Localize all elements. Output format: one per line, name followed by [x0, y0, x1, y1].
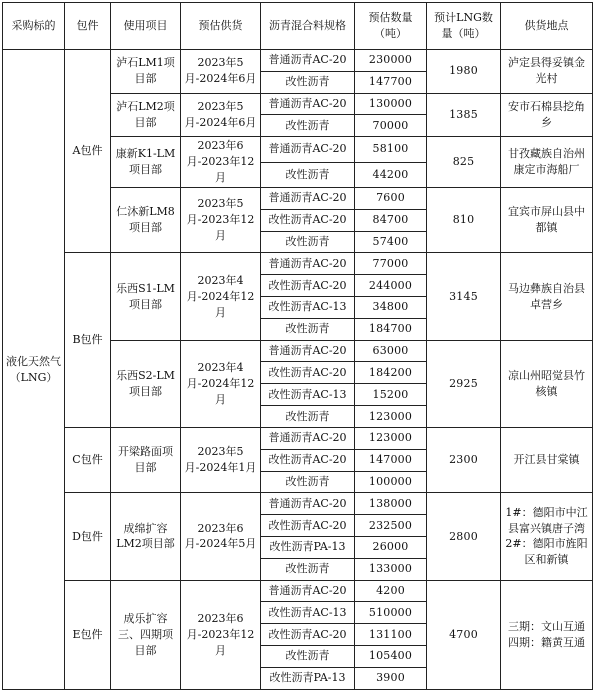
spec-cell: 改性沥青	[261, 646, 355, 668]
project-cell: 成乐扩容三、四期项目部	[111, 580, 181, 689]
spec-cell: 改性沥青	[261, 71, 355, 93]
spec-cell: 普通沥青AC-20	[261, 93, 355, 115]
spec-cell: 普通沥青AC-20	[261, 253, 355, 275]
project-cell: 乐西S2-LM项目部	[111, 340, 181, 427]
location-cell: 安市石棉县挖角乡	[501, 93, 593, 137]
lng-cell: 4700	[427, 580, 501, 689]
project-cell: 开梁路面项目部	[111, 427, 181, 492]
spec-cell: 普通沥青AC-20	[261, 493, 355, 515]
spec-cell: 改性沥青	[261, 162, 355, 187]
qty-cell: 58100	[355, 137, 427, 162]
spec-cell: 改性沥青	[261, 115, 355, 137]
spec-cell: 改性沥青AC-20	[261, 624, 355, 646]
location-cell: 马边彝族自治县卓营乡	[501, 253, 593, 340]
header-row	[3, 3, 593, 50]
lng-cell: 2300	[427, 427, 501, 492]
spec-cell: 改性沥青AC-13	[261, 384, 355, 406]
qty-cell: 44200	[355, 162, 427, 187]
qty-cell: 3900	[355, 667, 427, 689]
location-line: 四期：籍黄互通	[508, 635, 585, 649]
spec-cell: 普通沥青AC-20	[261, 137, 355, 162]
location-cell	[501, 493, 593, 580]
qty-cell: 26000	[355, 536, 427, 558]
table-row	[3, 580, 593, 602]
location-cell: 宜宾市屏山县中都镇	[501, 187, 593, 252]
qty-cell: 184700	[355, 318, 427, 340]
location-line: 三期：文山互通	[508, 619, 585, 633]
location-cell: 甘孜藏族自治州康定市海船厂	[501, 137, 593, 188]
period-cell: 2023年6月-2024年5月	[181, 493, 261, 580]
procurement-table	[2, 2, 593, 690]
location-cell: 开江县甘棠镇	[501, 427, 593, 492]
spec-cell: 改性沥青	[261, 318, 355, 340]
spec-cell: 改性沥青	[261, 471, 355, 493]
spec-cell: 普通沥青AC-20	[261, 187, 355, 209]
qty-cell: 34800	[355, 297, 427, 319]
header-cell: 预估供货	[181, 3, 261, 50]
header-cell: 预计LNG数量（吨）	[427, 3, 501, 50]
qty-cell: 244000	[355, 275, 427, 297]
table-row	[3, 50, 593, 72]
header-cell: 使用项目	[111, 3, 181, 50]
location-line: 2#：德阳市旌阳区和新镇	[505, 537, 588, 567]
item-cell: 液化天然气（LNG）	[3, 50, 65, 690]
lng-cell: 1385	[427, 93, 501, 137]
qty-cell: 70000	[355, 115, 427, 137]
qty-cell: 123000	[355, 427, 427, 449]
qty-cell: 123000	[355, 406, 427, 428]
qty-cell: 63000	[355, 340, 427, 362]
period-cell: 2023年5月-2023年12月	[181, 187, 261, 252]
header-cell: 供货地点	[501, 3, 593, 50]
project-cell: 康新K1-LM项目部	[111, 137, 181, 188]
qty-cell: 230000	[355, 50, 427, 72]
period-cell: 2023年4月-2024年12月	[181, 253, 261, 340]
qty-cell: 510000	[355, 602, 427, 624]
spec-cell: 改性沥青AC-13	[261, 297, 355, 319]
qty-cell: 138000	[355, 493, 427, 515]
spec-cell: 改性沥青AC-20	[261, 515, 355, 537]
period-cell: 2023年4月-2024年12月	[181, 340, 261, 427]
qty-cell: 4200	[355, 580, 427, 602]
qty-cell: 232500	[355, 515, 427, 537]
period-cell: 2023年5月-2024年6月	[181, 93, 261, 137]
period-cell: 2023年5月-2024年6月	[181, 50, 261, 94]
period-cell: 2023年6月-2023年12月	[181, 137, 261, 188]
qty-cell: 105400	[355, 646, 427, 668]
qty-cell: 130000	[355, 93, 427, 115]
spec-cell: 改性沥青	[261, 558, 355, 580]
table-row	[3, 253, 593, 275]
period-cell: 2023年6月-2023年12月	[181, 580, 261, 689]
header-cell: 预估数量（吨）	[355, 3, 427, 50]
qty-cell: 184200	[355, 362, 427, 384]
spec-cell: 改性沥青	[261, 406, 355, 428]
period-cell: 2023年5月-2024年1月	[181, 427, 261, 492]
package-cell: D包件	[65, 493, 111, 580]
table-row	[3, 493, 593, 515]
spec-cell: 改性沥青AC-20	[261, 449, 355, 471]
spec-cell: 普通沥青AC-20	[261, 427, 355, 449]
spec-cell: 普通沥青AC-20	[261, 340, 355, 362]
spec-cell: 改性沥青AC-20	[261, 362, 355, 384]
location-cell: 泸定县得妥镇金光村	[501, 50, 593, 94]
package-cell: E包件	[65, 580, 111, 689]
spec-cell: 改性沥青PA-13	[261, 667, 355, 689]
project-cell: 成绵扩容LM2项目部	[111, 493, 181, 580]
header-cell: 沥青混合料规格	[261, 3, 355, 50]
qty-cell: 7600	[355, 187, 427, 209]
lng-cell: 810	[427, 187, 501, 252]
qty-cell: 131100	[355, 624, 427, 646]
qty-cell: 100000	[355, 471, 427, 493]
spec-cell: 改性沥青AC-20	[261, 209, 355, 231]
project-cell: 乐西S1-LM项目部	[111, 253, 181, 340]
spec-cell: 改性沥青AC-13	[261, 602, 355, 624]
spec-cell: 改性沥青	[261, 231, 355, 253]
lng-cell: 825	[427, 137, 501, 188]
spec-cell: 改性沥青PA-13	[261, 536, 355, 558]
lng-cell: 2800	[427, 493, 501, 580]
package-cell: B包件	[65, 253, 111, 428]
qty-cell: 147700	[355, 71, 427, 93]
qty-cell: 57400	[355, 231, 427, 253]
lng-cell: 1980	[427, 50, 501, 94]
qty-cell: 15200	[355, 384, 427, 406]
spec-cell: 普通沥青AC-20	[261, 580, 355, 602]
project-cell: 仁沐新LM8项目部	[111, 187, 181, 252]
qty-cell: 77000	[355, 253, 427, 275]
lng-cell: 3145	[427, 253, 501, 340]
header-cell: 包件	[65, 3, 111, 50]
spec-cell: 改性沥青AC-20	[261, 275, 355, 297]
table-row	[3, 427, 593, 449]
location-cell	[501, 580, 593, 689]
lng-cell: 2925	[427, 340, 501, 427]
qty-cell: 147000	[355, 449, 427, 471]
project-cell: 泸石LM1项目部	[111, 50, 181, 94]
package-cell: A包件	[65, 50, 111, 253]
package-cell: C包件	[65, 427, 111, 492]
location-cell: 凉山州昭觉县竹核镇	[501, 340, 593, 427]
qty-cell: 84700	[355, 209, 427, 231]
qty-cell: 133000	[355, 558, 427, 580]
spec-cell: 普通沥青AC-20	[261, 50, 355, 72]
project-cell: 泸石LM2项目部	[111, 93, 181, 137]
header-cell: 采购标的	[3, 3, 65, 50]
location-line: 1#：德阳市中江县富兴镇唐子湾	[505, 505, 588, 535]
table-body	[3, 50, 593, 690]
